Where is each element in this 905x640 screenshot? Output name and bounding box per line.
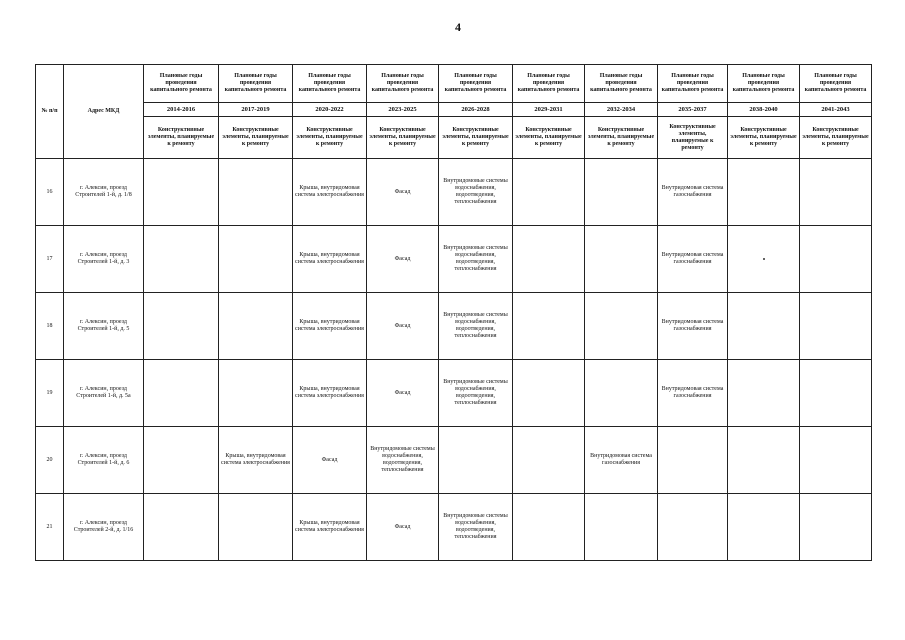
row-cell	[513, 494, 585, 561]
period-2026-2028: 2026-2028	[439, 103, 513, 117]
table-row	[36, 226, 872, 293]
row-cell	[513, 226, 585, 293]
row-cell	[144, 360, 219, 427]
row-cell	[800, 494, 872, 561]
row-cell	[144, 159, 219, 226]
row-cell: Фасад	[293, 427, 367, 494]
period-2014-2016: 2014-2016	[144, 103, 219, 117]
row-cell	[513, 360, 585, 427]
planned-years-header: Плановые годы проведения капитального ремонта	[144, 65, 219, 103]
row-cell	[658, 427, 728, 494]
elements-header: Конструктивные элементы, планируемые к ремонту	[293, 117, 367, 159]
page-number: 4	[455, 20, 461, 34]
planned-years-header: Плановые годы проведения капитального ремонта	[800, 65, 872, 103]
row-cell	[800, 293, 872, 360]
elements-header: Конструктивные элементы, планируемые к ремонту	[439, 117, 513, 159]
row-cell	[658, 494, 728, 561]
row-cell	[728, 360, 800, 427]
period-2032-2034: 2032-2034	[585, 103, 658, 117]
row-address: г. Алексин, проезд Строителей 1-й, д. 6	[64, 427, 144, 494]
row-cell: Внутридомовые системы водоснабжения, водоотведения, теплоснабжения	[439, 226, 513, 293]
row-cell: Крыша, внутридомовая система электроснабжения	[293, 494, 367, 561]
table-header	[36, 65, 872, 159]
planned-years-header: Плановые годы проведения капитального ремонта	[728, 65, 800, 103]
row-number: 19	[36, 360, 64, 427]
elements-header: Конструктивные элементы, планируемые к ремонту	[144, 117, 219, 159]
repair-schedule-table	[35, 64, 872, 561]
row-cell: Фасад	[367, 159, 439, 226]
row-cell	[800, 427, 872, 494]
row-cell	[800, 226, 872, 293]
row-cell: Внутридомовые системы водоснабжения, водоотведения, теплоснабжения	[367, 427, 439, 494]
row-address: г. Алексин, проезд Строителей 1-й, д. 3	[64, 226, 144, 293]
row-cell	[144, 226, 219, 293]
row-cell	[728, 159, 800, 226]
row-cell	[585, 159, 658, 226]
planned-years-header: Плановые годы проведения капитального ремонта	[293, 65, 367, 103]
elements-header: Конструктивные элементы, планируемые к ремонту	[658, 117, 728, 159]
row-cell: Фасад	[367, 494, 439, 561]
row-number: 18	[36, 293, 64, 360]
row-cell: Крыша, внутридомовая система электроснабжения	[293, 293, 367, 360]
planned-years-header: Плановые годы проведения капитального ремонта	[439, 65, 513, 103]
row-cell: Крыша, внутридомовая система электроснабжения	[293, 226, 367, 293]
row-cell: Крыша, внутридомовая система электроснабжения	[293, 159, 367, 226]
row-cell: Крыша, внутридомовая система электроснабжения	[219, 427, 293, 494]
elements-header: Конструктивные элементы, планируемые к ремонту	[513, 117, 585, 159]
row-cell: Внутридомовая система газоснабжения	[585, 427, 658, 494]
table-row	[36, 427, 872, 494]
row-cell	[144, 427, 219, 494]
row-cell	[219, 494, 293, 561]
row-cell: Внутридомовые системы водоснабжения, водоотведения, теплоснабжения	[439, 360, 513, 427]
elements-header: Конструктивные элементы, планируемые к ремонту	[585, 117, 658, 159]
row-cell: Внутридомовые системы водоснабжения, водоотведения, теплоснабжения	[439, 293, 513, 360]
elements-header: Конструктивные элементы, планируемые к ремонту	[219, 117, 293, 159]
row-cell	[219, 293, 293, 360]
period-2035-2037: 2035-2037	[658, 103, 728, 117]
row-address: г. Алексин, проезд Строителей 1-й, д. 5а	[64, 360, 144, 427]
elements-header: Конструктивные элементы, планируемые к ремонту	[367, 117, 439, 159]
row-number: 20	[36, 427, 64, 494]
row-cell: Внутридомовая система газоснабжения	[658, 226, 728, 293]
row-cell	[728, 293, 800, 360]
row-cell: Крыша, внутридомовая система электроснабжения	[293, 360, 367, 427]
table-row	[36, 293, 872, 360]
planned-years-header: Плановые годы проведения капитального ремонта	[513, 65, 585, 103]
planned-years-header: Плановые годы проведения капитального ремонта	[585, 65, 658, 103]
planned-years-header: Плановые годы проведения капитального ремонта	[658, 65, 728, 103]
row-address: г. Алексин, проезд Строителей 1-й, д. 1/8	[64, 159, 144, 226]
row-address: г. Алексин, проезд Строителей 2-й, д. 1/16	[64, 494, 144, 561]
row-cell: Внутридомовая система газоснабжения	[658, 293, 728, 360]
row-cell: Фасад	[367, 293, 439, 360]
row-cell	[513, 427, 585, 494]
period-2023-2025: 2023-2025	[367, 103, 439, 117]
row-cell	[728, 226, 800, 293]
row-cell	[219, 360, 293, 427]
row-cell	[219, 226, 293, 293]
row-cell	[585, 226, 658, 293]
row-cell	[144, 293, 219, 360]
row-cell: Внутридомовая система газоснабжения	[658, 159, 728, 226]
planned-years-header: Плановые годы проведения капитального ремонта	[219, 65, 293, 103]
row-cell	[800, 159, 872, 226]
column-header-address: Адрес МКД	[64, 65, 144, 159]
elements-header: Конструктивные элементы, планируемые к ремонту	[728, 117, 800, 159]
row-cell: Внутридомовые системы водоснабжения, водоотведения, теплоснабжения	[439, 494, 513, 561]
period-2038-2040: 2038-2040	[728, 103, 800, 117]
row-cell: Фасад	[367, 360, 439, 427]
row-cell: Внутридомовые системы водоснабжения, водоотведения, теплоснабжения	[439, 159, 513, 226]
table-row	[36, 159, 872, 226]
row-cell	[513, 293, 585, 360]
column-header-num: № п/п	[36, 65, 64, 159]
elements-header: Конструктивные элементы, планируемые к ремонту	[800, 117, 872, 159]
row-number: 21	[36, 494, 64, 561]
row-cell	[585, 360, 658, 427]
row-number: 17	[36, 226, 64, 293]
row-cell	[728, 494, 800, 561]
table-row	[36, 494, 872, 561]
table-row	[36, 360, 872, 427]
row-number: 16	[36, 159, 64, 226]
row-cell	[219, 159, 293, 226]
row-cell	[728, 427, 800, 494]
table-body	[36, 159, 872, 561]
row-cell: Фасад	[367, 226, 439, 293]
row-cell	[800, 360, 872, 427]
row-cell: Внутридомовая система газоснабжения	[658, 360, 728, 427]
row-cell	[585, 293, 658, 360]
row-cell	[439, 427, 513, 494]
row-address: г. Алексин, проезд Строителей 1-й, д. 5	[64, 293, 144, 360]
period-2029-2031: 2029-2031	[513, 103, 585, 117]
scan-speck	[763, 258, 765, 260]
row-cell	[144, 494, 219, 561]
period-2020-2022: 2020-2022	[293, 103, 367, 117]
planned-years-header: Плановые годы проведения капитального ремонта	[367, 65, 439, 103]
period-2041-2043: 2041-2043	[800, 103, 872, 117]
period-2017-2019: 2017-2019	[219, 103, 293, 117]
row-cell	[513, 159, 585, 226]
row-cell	[585, 494, 658, 561]
